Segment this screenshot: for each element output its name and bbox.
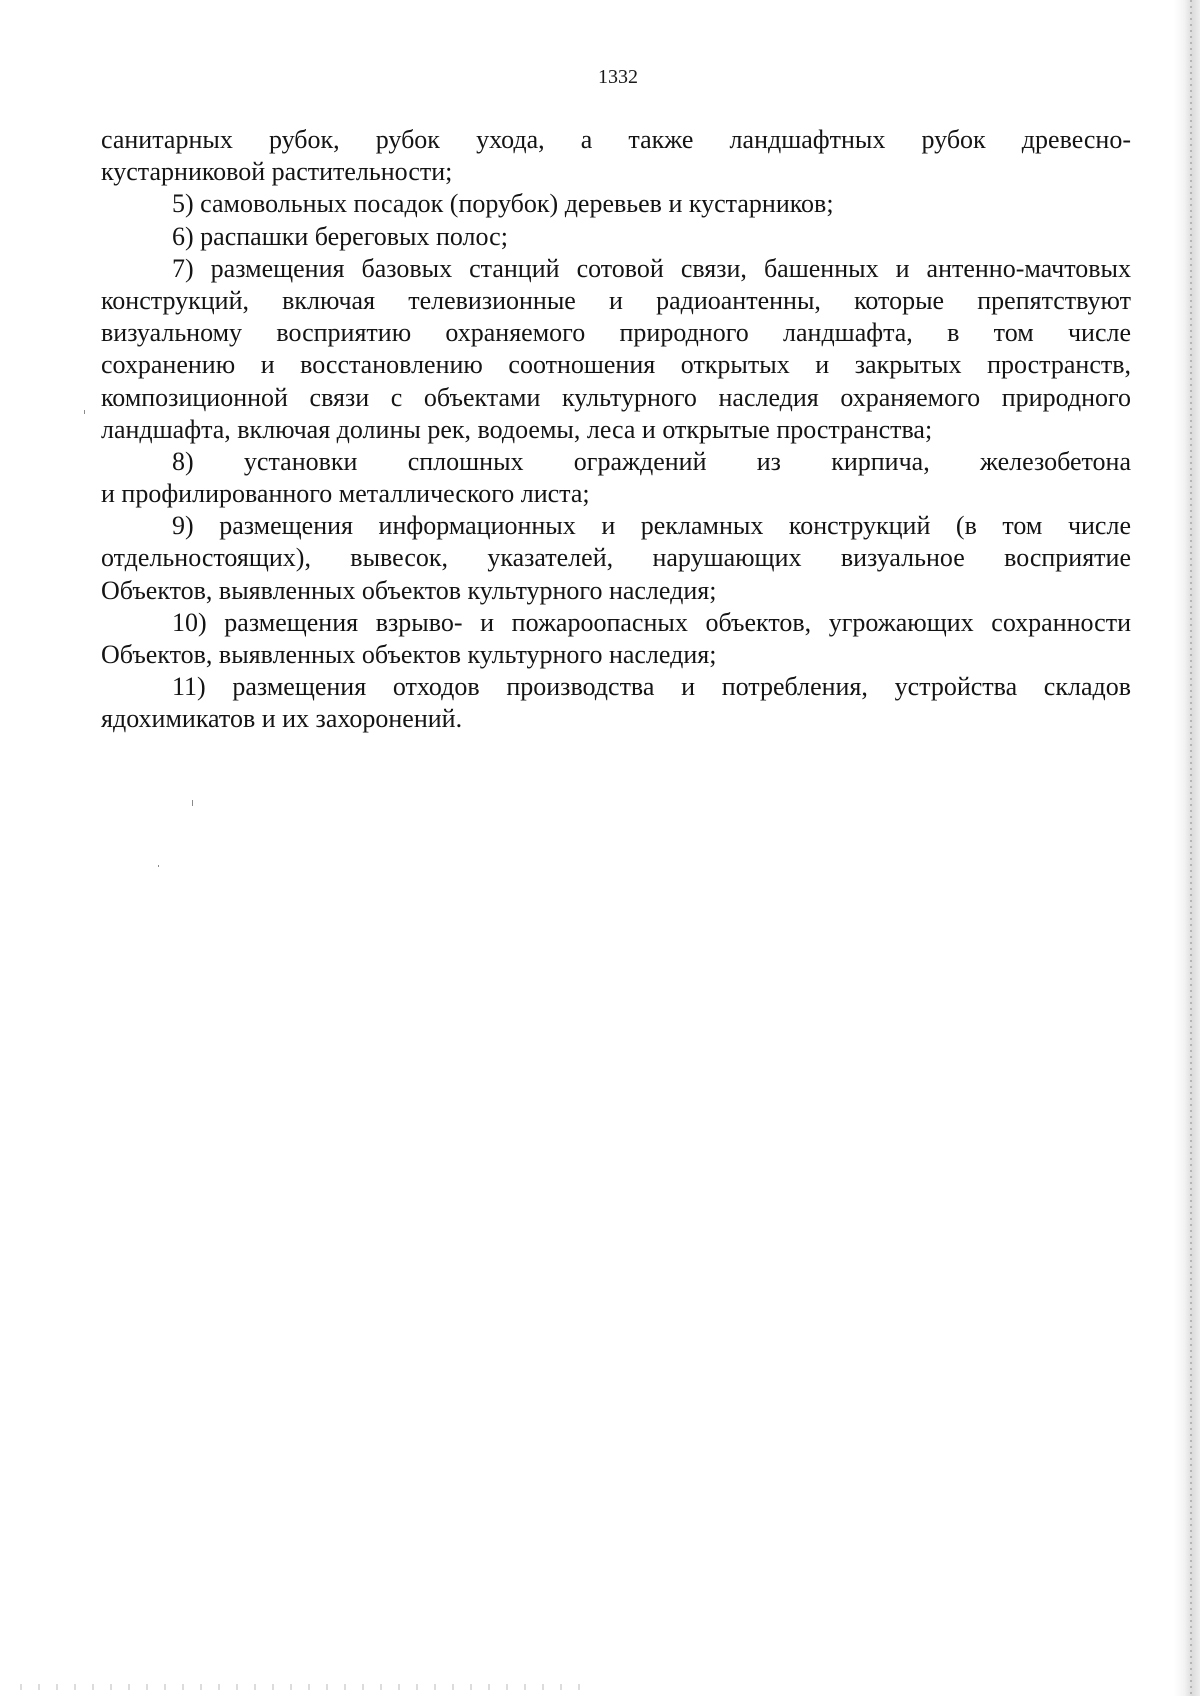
list-item-7: 7) размещения базовых станций сотовой связи, башенных и антенно-мачтовых bbox=[172, 253, 1131, 283]
text-line: композиционной связи с объектами культурного наследия охраняемого природного bbox=[101, 382, 1131, 412]
text-line: кустарниковой растительности; bbox=[101, 157, 453, 187]
list-item-9: 9) размещения информационных и рекламных конструкций (в том числе bbox=[172, 511, 1131, 541]
text-line: и профилированного металлического листа; bbox=[101, 479, 590, 509]
text-line: ядохимикатов и их захоронений. bbox=[101, 704, 463, 734]
list-item-11: 11) размещения отходов производства и потребления, устройства складов bbox=[172, 672, 1131, 702]
text-line: ландшафта, включая долины рек, водоемы, леса и открытые пространства; bbox=[101, 414, 933, 444]
page-number: 1332 bbox=[598, 66, 638, 88]
scan-speck bbox=[158, 865, 159, 867]
list-item-8: 8) установки сплошных ограждений из кирпича, железобетона bbox=[172, 446, 1131, 476]
scan-edge-noise bbox=[1190, 0, 1192, 1696]
scan-speck bbox=[84, 410, 85, 414]
text-line: Объектов, выявленных объектов культурного наследия; bbox=[101, 640, 717, 669]
text-line: Объектов, выявленных объектов культурного наследия; bbox=[101, 575, 717, 605]
scan-bottom-noise bbox=[20, 1684, 580, 1690]
text-line: визуальному восприятию охраняемого природного ландшафта, в том числе bbox=[101, 318, 1131, 348]
document-body bbox=[101, 124, 1131, 736]
scan-speck bbox=[192, 800, 193, 806]
list-item-10: 10) размещения взрыво- и пожароопасных объектов, угрожающих сохранности bbox=[172, 607, 1131, 637]
list-item-5: 5) самовольных посадок (порубок) деревьев и кустарников; bbox=[172, 189, 834, 219]
text-line: сохранению и восстановлению соотношения открытых и закрытых пространств, bbox=[101, 350, 1131, 380]
text-line: санитарных рубок, рубок ухода, а также ландшафтных рубок древесно- bbox=[101, 125, 1131, 154]
text-line: конструкций, включая телевизионные и радиоантенны, которые препятствуют bbox=[101, 285, 1131, 315]
text-line: отдельностоящих), вывесок, указателей, нарушающих визуальное восприятие bbox=[101, 543, 1131, 573]
list-item-6: 6) распашки береговых полос; bbox=[172, 221, 508, 251]
scan-edge-shadow bbox=[1174, 0, 1200, 1696]
